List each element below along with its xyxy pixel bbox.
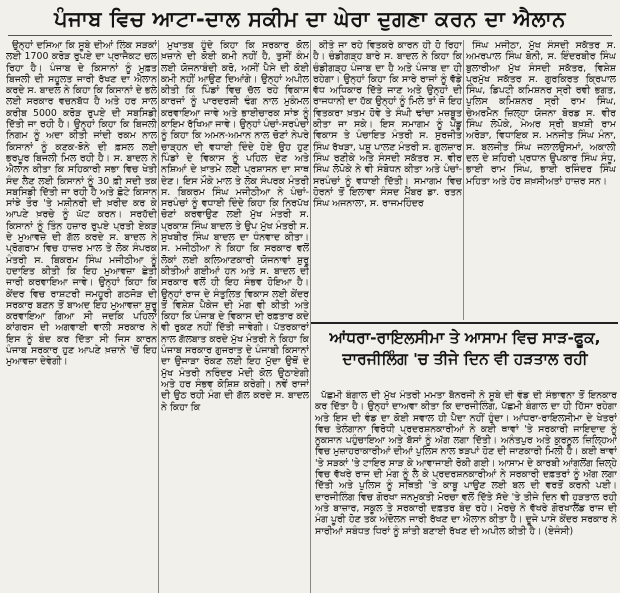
headline-rule <box>8 35 612 36</box>
column-2-text: ਮੁਖਾਤਬ ਹੁੰਦੇ ਕਿਹਾ ਕਿ ਸਰਕਾਰ ਕੋਲ ਖ਼ਜ਼ਾਨੇ ਦੀ ਕੋਈ ਕਮੀ ਨਹੀਂ ਹੈ, ਤੁਸੀਂ ਕੰਮ ਲਈ ਯੋਜਨਾਬੰਦੀ ਕਰੋ, ਅਸੀਂ ਪੈਸੇ ਦੀ ਕੋਈ ਕਮੀ ਨਹੀਂ ਆਉਣ ਦਿਆਂਗੇ। ਉਨ੍ਹਾਂ ਅਪੀਲ ਕੀਤੀ ਕਿ ਪਿੰਡਾਂ ਵਿਚ ਚੱਲ ਰਹੇ ਵਿਕਾਸ ਕਾਰਜਾਂ ਨੂੰ ਪਾਰਦਰਸ਼ੀ ਢੰਗ ਨਾਲ ਮੁਕੰਮਲ ਕਰਵਾਇਆ ਜਾਵੇ ਅਤੇ ਭਾਈਚਾਰਕ ਸਾਂਝ ਨੂੰ ਕਾਇਮ ਰੱਖਿਆ ਜਾਵੇ। ਉਨ੍ਹਾਂ ਪੰਚਾਂ-ਸਰਪੰਚਾਂ ਨੂੰ ਕਿਹਾ ਕਿ ਅਮਨ-ਅਮਾਨ ਨਾਲ ਚੋਣਾਂ ਨੇਪਰੇ ਚਾੜ੍ਹਨ ਦੀ ਵਧਾਈ ਦਿੰਦੇ ਹੋਏ ਉਹ ਹੁਣ ਪਿੰਡਾਂ ਦੇ ਵਿਕਾਸ ਨੂੰ ਪਹਿਲ ਦੇਣ ਅਤੇ ਨਸ਼ਿਆਂ ਦੇ ਖ਼ਾਤਮੇ ਲਈ ਪ੍ਰਸ਼ਾਸਨ ਦਾ ਸਾਥ ਦੇਣ। ਇਸ ਮੌਕੇ ਮਾਲ ਤੇ ਲੋਕ ਸੰਪਰਕ ਮੰਤਰੀ ਸ. ਬਿਕਰਮ ਸਿੰਘ ਮਜੀਠੀਆ ਨੇ ਪੰਚਾਂ-ਸਰਪੰਚਾਂ ਨੂੰ ਵਧਾਈ ਦਿੰਦੇ ਕਿਹਾ ਕਿ ਨਿਰਪੱਖ ਚੋਣਾਂ ਕਰਵਾਉਣ ਲਈ ਮੁੱਖ ਮੰਤਰੀ ਸ. ਪ੍ਰਕਾਸ਼ ਸਿੰਘ ਬਾਦਲ ਤੇ ਉਪ ਮੁੱਖ ਮੰਤਰੀ ਸ. ਸੁਖਬੀਰ ਸਿੰਘ ਬਾਦਲ ਦਾ ਧੰਨਵਾਦ ਕੀਤਾ। ਸ. ਮਜੀਠੀਆ ਨੇ ਕਿਹਾ ਕਿ ਸਰਕਾਰ ਵਲੋਂ ਲੋਕਾਂ ਲਈ ਕਲਿਆਣਕਾਰੀ ਯੋਜਨਾਵਾਂ ਸ਼ੁਰੂ ਕੀਤੀਆਂ ਗਈਆਂ ਹਨ ਅਤੇ ਸ. ਬਾਦਲ ਦੀ ਸਰਕਾਰ ਵਲੋਂ ਹੀ ਇਹ ਸੰਭਵ ਹੋਇਆ ਹੈ। ਉਨ੍ਹਾਂ ਰਾਜ ਦੇ ਸੰਤੁਲਿਤ ਵਿਕਾਸ ਲਈ ਕੇਂਦਰ ਤੋਂ ਵਿਸ਼ੇਸ਼ ਪੈਕੇਜ ਦੀ ਮੰਗ ਵੀ ਕੀਤੀ ਅਤੇ ਕਿਹਾ ਕਿ ਪੰਜਾਬ ਦੇ ਵਿਕਾਸ ਦੀ ਰਫ਼ਤਾਰ ਕਦੇ ਵੀ ਰੁਕਣ ਨਹੀਂ ਦਿੱਤੀ ਜਾਵੇਗੀ। ਪੱਤਰਕਾਰਾਂ ਨਾਲ ਗੱਲਬਾਤ ਕਰਦੇ ਮੁੱਖ ਮੰਤਰੀ ਨੇ ਕਿਹਾ ਕਿ ਪੰਜਾਬ ਸਰਕਾਰ ਗੁਜਰਾਤ ਦੇ ਪੰਜਾਬੀ ਕਿਸਾਨਾਂ ਦਾ ਉਜਾੜਾ ਰੋਕਣ ਲਈ ਇਹ ਮੁੱਦਾ ਉਥੋਂ ਦੇ ਮੁੱਖ ਮੰਤਰੀ ਨਰਿੰਦਰ ਮੋਦੀ ਕੋਲ ਉਠਾਏਗੀ ਅਤੇ ਹਰ ਸੰਭਵ ਕੋਸ਼ਿਸ਼ ਕਰੇਗੀ। ਨਵੇਂ ਰਾਜਾਂ ਦੀ ਉਠ ਰਹੀ ਮੰਗ ਦੀ ਗੱਲ ਕਰਦੇ ਸ. ਬਾਦਲ ਨੇ ਕਿਹਾ ਕਿ <box>161 40 309 413</box>
column-4-text: ਸਿੰਘ ਮਜੀਠਾ, ਮੁੱਖ ਸੰਸਦੀ ਸਕੱਤਰ ਸ. ਅਮਰਪਾਲ ਸਿੰਘ ਬੋਨੀ, ਸ. ਇੰਦਰਬੀਰ ਸਿੰਘ ਬੁਲਾਰੀਆ ਮੁੱਖ ਸੰਸਦੀ ਸਕੱਤਰ, ਵਿਸ਼ੇਸ਼ ਪ੍ਰਮੁੱਖ ਸਕੱਤਰ ਸ. ਗੁਰਕਿਰਤ ਕ੍ਰਿਪਾਲ ਸਿੰਘ, ਡਿਪਟੀ ਕਮਿਸ਼ਨਰ ਸ੍ਰੀ ਰਵੀ ਭਗਤ, ਪੁਲਿਸ ਕਮਿਸ਼ਨਰ ਸ੍ਰੀ ਰਾਮ ਸਿੰਘ, ਚੇਅਰਮੈਨ ਜ਼ਿਲ੍ਹਾ ਯੋਜਨਾ ਬੋਰਡ ਸ. ਵੀਰ ਸਿੰਘ ਲੋਪੋਕੇ, ਮੇਅਰ ਸ੍ਰੀ ਬਖ਼ਸ਼ੀ ਰਾਮ ਅਰੋੜਾ, ਵਿਧਾਇਕ ਸ. ਮਨਜੀਤ ਸਿੰਘ ਮੰਨਾ, ਸ. ਬਲਜੀਤ ਸਿੰਘ ਜਲਾਲਉਸਮਾਂ, ਅਕਾਲੀ ਦਲ ਦੇ ਸ਼ਹਿਰੀ ਪ੍ਰਧਾਨ ਉਪਕਾਰ ਸਿੰਘ ਸੰਧੂ, ਭਾਈ ਰਾਮ ਸਿੰਘ, ਭਾਈ ਰਜਿੰਦਰ ਸਿੰਘ ਮਹਿਤਾ ਅਤੇ ਹੋਰ ਸ਼ਖ਼ਸੀਅਤਾਂ ਹਾਜ਼ਰ ਸਨ। <box>466 40 616 187</box>
secondary-article-text: ਪੱਛਮੀ ਬੰਗਾਲ ਦੀ ਮੁੱਖ ਮੰਤਰੀ ਮਮਤਾ ਬੈਨਰਜੀ ਨੇ ਸੂਬੇ ਦੀ ਵੰਡ ਦੀ ਸੰਭਾਵਨਾ ਤੋਂ ਇਨਕਾਰ ਕਰ ਦਿੱਤਾ ਹੈ। ਉਨ੍ਹਾਂ ਦਾਅਵਾ ਕੀਤਾ ਕਿ ਦਾਰਜੀਲਿੰਗ, ਪੱਛਮੀ ਬੰਗਾਲ ਦਾ ਹੀ ਹਿੱਸਾ ਰਹੇਗਾ ਅਤੇ ਇਸ ਦੀ ਵੰਡ ਦਾ ਕੋਈ ਸਵਾਲ ਹੀ ਪੈਦਾ ਨਹੀਂ ਹੁੰਦਾ। ਆਂਧਰਾ-ਰਾਇਲਸੀਮਾ ਦੇ ਖੇਤਰਾਂ ਵਿਚ ਤੇਲੰਗਾਨਾ ਵਿਰੋਧੀ ਪ੍ਰਦਰਸ਼ਨਕਾਰੀਆਂ ਨੇ ਕਈ ਥਾਵਾਂ 'ਤੇ ਸਰਕਾਰੀ ਜਾਇਦਾਦ ਨੂੰ ਨੁਕਸਾਨ ਪਹੁੰਚਾਇਆ ਅਤੇ ਬੱਸਾਂ ਨੂੰ ਅੱਗ ਲਗਾ ਦਿੱਤੀ। ਅਨੰਤਪੁਰ ਅਤੇ ਕੁਰਨੂਲ ਜ਼ਿਲ੍ਹਿਆਂ ਵਿਚ ਮੁਜ਼ਾਹਰਾਕਾਰੀਆਂ ਦੀਆਂ ਪੁਲਿਸ ਨਾਲ ਝੜਪਾਂ ਹੋਣ ਦੀ ਜਾਣਕਾਰੀ ਮਿਲੀ ਹੈ। ਕਈ ਥਾਵਾਂ 'ਤੇ ਸੜਕਾਂ 'ਤੇ ਟਾਇਰ ਸਾੜ ਕੇ ਆਵਾਜਾਈ ਰੋਕੀ ਗਈ। ਆਸਾਮ ਦੇ ਕਾਰਬੀ ਆਂਗਲੋਂਗ ਜ਼ਿਲ੍ਹੇ ਵਿਚ ਵੱਖਰੇ ਰਾਜ ਦੀ ਮੰਗ ਨੂੰ ਲੈ ਕੇ ਪ੍ਰਦਰਸ਼ਨਕਾਰੀਆਂ ਨੇ ਸਰਕਾਰੀ ਦਫ਼ਤਰਾਂ ਨੂੰ ਅੱਗ ਲਗਾ ਦਿੱਤੀ ਅਤੇ ਪੁਲਿਸ ਨੂੰ ਸਥਿਤੀ 'ਤੇ ਕਾਬੂ ਪਾਉਣ ਲਈ ਬਲ ਦੀ ਵਰਤੋਂ ਕਰਨੀ ਪਈ। ਦਾਰਜੀਲਿੰਗ ਵਿਚ ਗੋਰਖਾ ਜਨਮੁਕਤੀ ਮੋਰਚਾ ਵਲੋਂ ਦਿੱਤੇ ਸੱਦੇ 'ਤੇ ਤੀਜੇ ਦਿਨ ਵੀ ਹੜਤਾਲ ਰਹੀ ਅਤੇ ਬਾਜ਼ਾਰ, ਸਕੂਲ ਤੇ ਸਰਕਾਰੀ ਦਫ਼ਤਰ ਬੰਦ ਰਹੇ। ਮੋਰਚੇ ਨੇ ਵੱਖਰੇ ਗੋਰਖਾਲੈਂਡ ਰਾਜ ਦੀ ਮੰਗ ਪੂਰੀ ਹੋਣ ਤਕ ਅੰਦੋਲਨ ਜਾਰੀ ਰੱਖਣ ਦਾ ਐਲਾਨ ਕੀਤਾ ਹੈ। ਦੂਜੇ ਪਾਸੇ ਕੇਂਦਰ ਸਰਕਾਰ ਨੇ ਸਾਰੀਆਂ ਸਬੰਧਤ ਧਿਰਾਂ ਨੂੰ ਸ਼ਾਂਤੀ ਬਣਾਈ ਰੱਖਣ ਦੀ ਅਪੀਲ ਕੀਤੀ ਹੈ। (ਏਜੰਸੀ) <box>315 390 617 537</box>
main-headline: ਪੰਜਾਬ ਵਿਚ ਆਟਾ-ਦਾਲ ਸਕੀਮ ਦਾ ਘੇਰਾ ਦੁਗਣਾ ਕਰਨ ਦਾ ਐਲਾਨ <box>54 7 566 31</box>
secondary-headline <box>315 328 615 370</box>
article-column-1 <box>6 40 157 593</box>
column-divider-1 <box>158 40 159 593</box>
secondary-headline-line-1: ਆਂਧਰਾ-ਰਾਇਲਸੀਮਾ ਤੇ ਆਸਾਮ ਵਿਚ ਸਾੜ-ਫੂਕ, <box>329 329 601 347</box>
article-column-3 <box>313 40 462 322</box>
secondary-article <box>311 322 620 593</box>
secondary-article-body <box>315 390 617 593</box>
column-3-text: ਕੀਤੇ ਜਾ ਰਹੇ ਵਿਤਕਰੇ ਕਾਰਨ ਹੀ ਹੋ ਰਿਹਾ ਹੈ। ਚੰਡੀਗੜ੍ਹ ਬਾਰੇ ਸ. ਬਾਦਲ ਨੇ ਕਿਹਾ ਕਿ ਚੰਡੀਗੜ੍ਹ ਪੰਜਾਬ ਦਾ ਹੈ ਅਤੇ ਪੰਜਾਬ ਦਾ ਹੀ ਰਹੇਗਾ। ਉਨ੍ਹਾਂ ਕਿਹਾ ਕਿ ਸਾਰੇ ਰਾਜਾਂ ਨੂੰ ਵੱਡੇ ਵੱਧ ਅਧਿਕਾਰ ਦਿੱਤੇ ਜਾਣ ਅਤੇ ਉਨ੍ਹਾਂ ਦੀ ਰਾਜਧਾਨੀ ਦਾ ਹੱਕ ਉਨ੍ਹਾਂ ਨੂੰ ਮਿਲੇ ਤਾਂ ਜੋ ਇਹ ਵਿਤਕਰਾ ਖ਼ਤਮ ਹੋਵੇ ਤੇ ਸੰਘੀ ਢਾਂਚਾ ਮਜ਼ਬੂਤ ਕੀਤਾ ਜਾ ਸਕੇ। ਇਸ ਸਮਾਗਮ ਨੂੰ ਪੇਂਡੂ ਵਿਕਾਸ ਤੇ ਪੰਚਾਇਤ ਮੰਤਰੀ ਸ. ਸੁਰਜੀਤ ਸਿੰਘ ਰੱਖੜਾ, ਪਸ਼ੂ ਪਾਲਣ ਮੰਤਰੀ ਸ. ਗੁਲਜ਼ਾਰ ਸਿੰਘ ਰਣੀਕੇ ਅਤੇ ਸੰਸਦੀ ਸਕੱਤਰ ਸ. ਵੀਰ ਸਿੰਘ ਲੋਪੋਕੇ ਨੇ ਵੀ ਸੰਬੋਧਨ ਕੀਤਾ ਅਤੇ ਪੰਚਾਂ-ਸਰਪੰਚਾਂ ਨੂੰ ਵਧਾਈ ਦਿੱਤੀ। ਸਮਾਗਮ ਵਿਚ ਹੋਰਨਾਂ ਤੋਂ ਇਲਾਵਾ ਸੰਸਦ ਮੈਂਬਰ ਡਾ. ਰਤਨ ਸਿੰਘ ਅਜਨਾਲਾ, ਸ. ਰਾਜਮਹਿੰਦਰ <box>313 40 462 210</box>
column-1-text: ਉਨ੍ਹਾਂ ਦਸਿਆ ਕਿ ਸੂਬੇ ਦੀਆਂ ਲਿੰਕ ਸੜਕਾਂ ਲਈ 1700 ਕਰੋੜ ਰੁਪਏ ਦਾ ਪ੍ਰਾਜੈਕਟ ਚਲ ਰਿਹਾ ਹੈ। ਪੰਜਾਬ ਦੇ ਕਿਸਾਨਾਂ ਨੂੰ ਮੁਫ਼ਤ ਬਿਜਲੀ ਦੀ ਸਹੂਲਤ ਜਾਰੀ ਰੱਖਣ ਦਾ ਐਲਾਨ ਕਰਦੇ ਸ. ਬਾਦਲ ਨੇ ਕਿਹਾ ਕਿ ਕਿਸਾਨਾਂ ਦੇ ਭਲੇ ਲਈ ਸਰਕਾਰ ਵਚਨਬੱਧ ਹੈ ਅਤੇ ਹਰ ਸਾਲ ਕਰੀਬ 5000 ਕਰੋੜ ਰੁਪਏ ਦੀ ਸਬਸਿਡੀ ਦਿੱਤੀ ਜਾ ਰਹੀ ਹੈ। ਉਨ੍ਹਾਂ ਕਿਹਾ ਕਿ ਬਿਜਲੀ ਨਿਗਮ ਨੂੰ ਅਦਾ ਕੀਤੀ ਜਾਂਦੀ ਰਕਮ ਨਾਲ ਕਿਸਾਨਾਂ ਨੂੰ ਕਣਕ-ਝੋਨੇ ਦੀ ਫ਼ਸਲ ਲਈ ਭਰਪੂਰ ਬਿਜਲੀ ਮਿਲ ਰਹੀ ਹੈ। ਸ. ਬਾਦਲ ਨੇ ਐਲਾਨ ਕੀਤਾ ਕਿ ਸਹਿਕਾਰੀ ਸਭਾ ਵਿਚ ਖੇਤੀ ਸੰਦ ਲੈਣ ਲਈ ਕਿਸਾਨਾਂ ਨੂੰ 30 ਫ਼ੀ ਸਦੀ ਤਕ ਸਬਸਿਡੀ ਦਿੱਤੀ ਜਾ ਰਹੀ ਹੈ ਅਤੇ ਛੋਟੇ ਕਿਸਾਨ ਸਾਂਝੇ ਤੌਰ 'ਤੇ ਮਸ਼ੀਨਰੀ ਦੀ ਖ਼ਰੀਦ ਕਰ ਕੇ ਆਪਣੇ ਖ਼ਰਚੇ ਨੂੰ ਘੱਟ ਕਰਨ। ਸਰਹੱਦੀ ਕਿਸਾਨਾਂ ਨੂੰ ਤਿੰਨ ਹਜ਼ਾਰ ਰੁਪਏ ਪ੍ਰਤੀ ਏਕੜ ਦੇ ਮੁਆਵਜ਼ੇ ਦੀ ਗੱਲ ਕਰਦੇ ਸ. ਬਾਦਲ ਨੇ ਪ੍ਰੋਗਰਾਮ ਵਿਚ ਹਾਜ਼ਰ ਮਾਲ ਤੇ ਲੋਕ ਸੰਪਰਕ ਮੰਤਰੀ ਸ. ਬਿਕਰਮ ਸਿੰਘ ਮਜੀਠੀਆ ਨੂੰ ਹਦਾਇਤ ਕੀਤੀ ਕਿ ਇਹ ਮੁਆਵਜ਼ਾ ਛੇਤੀ ਜਾਰੀ ਕਰਵਾਇਆ ਜਾਵੇ। ਉਨ੍ਹਾਂ ਕਿਹਾ ਕਿ ਕੇਂਦਰ ਵਿਚ ਰਾਸ਼ਟਰੀ ਜਮਹੂਰੀ ਗਠਜੋੜ ਦੀ ਸਰਕਾਰ ਬਣਨ ਤੋਂ ਬਾਅਦ ਇਹ ਮੁਆਵਜ਼ਾ ਸ਼ੁਰੂ ਕਰਵਾਇਆ ਗਿਆ ਸੀ ਜਦਕਿ ਪਹਿਲਾਂ ਕਾਂਗਰਸ ਦੀ ਅਗਵਾਈ ਵਾਲੀ ਸਰਕਾਰ ਨੇ ਇਸ ਨੂੰ ਬੰਦ ਕਰ ਦਿੱਤਾ ਸੀ ਜਿਸ ਕਾਰਨ ਪੰਜਾਬ ਸਰਕਾਰ ਹੁਣ ਆਪਣੇ ਖ਼ਜ਼ਾਨੇ 'ਚੋਂ ਇਹ ਮੁਆਵਜ਼ਾ ਦੇਵੇਗੀ। <box>6 40 157 368</box>
column-divider-3 <box>463 40 464 320</box>
secondary-headline-line-2: ਦਾਰਜੀਲਿੰਗ 'ਚ ਤੀਜੇ ਦਿਨ ਵੀ ਹੜਤਾਲ ਰਹੀ <box>342 350 588 368</box>
article-column-2 <box>161 40 309 593</box>
article-column-4 <box>466 40 616 322</box>
